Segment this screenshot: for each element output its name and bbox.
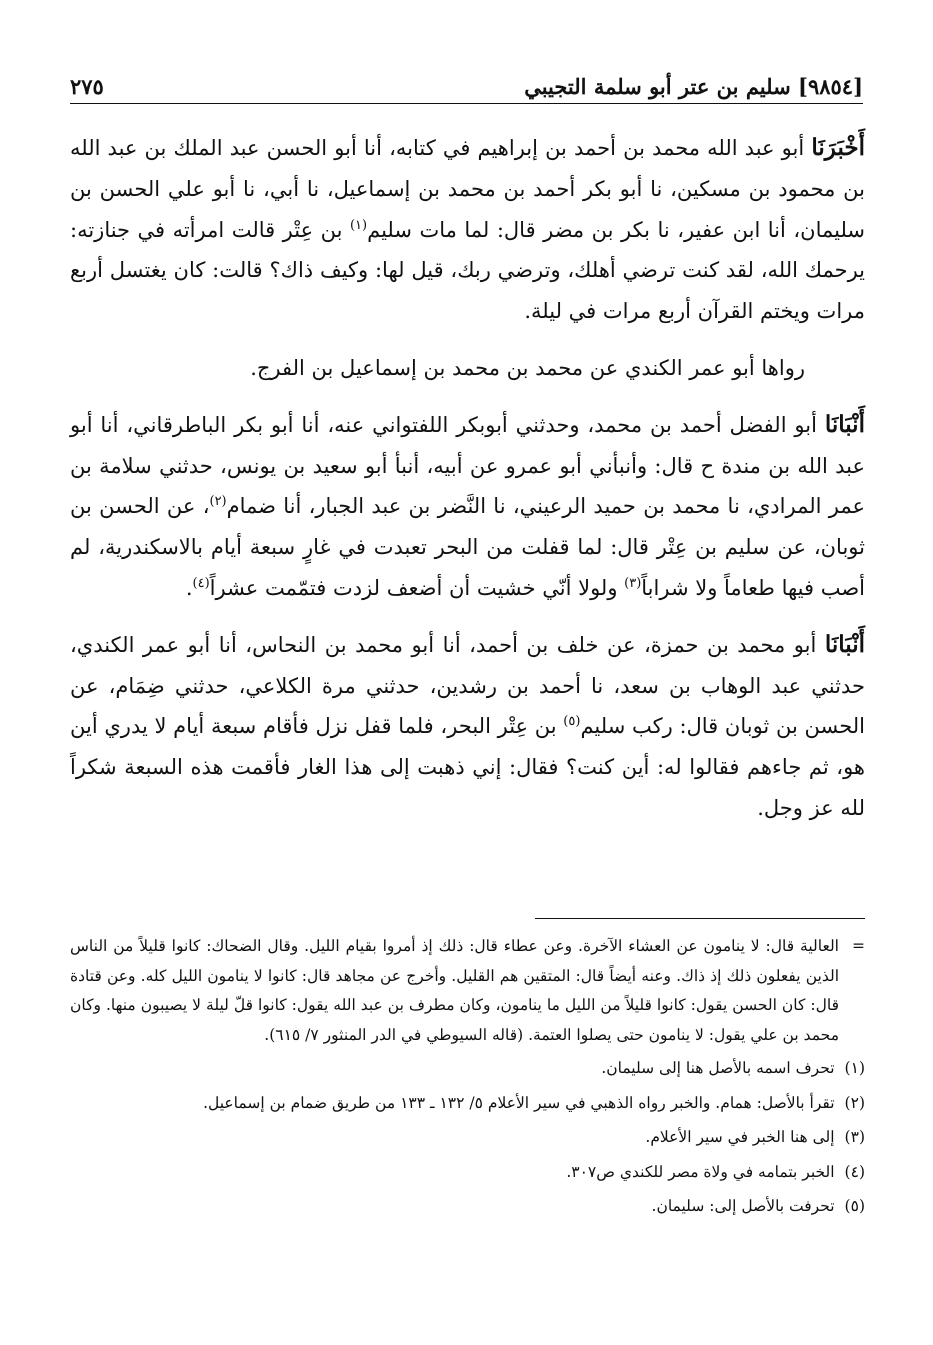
footnote-5 [70, 1192, 865, 1222]
page-number: ٢٧٥ [70, 74, 104, 99]
footnote-text: العالية قال: لا ينامون عن العشاء الآخرة. وعن عطاء قال: ذلك إذ أمروا بقيام الليل. وقال الضحاك: كانوا قليلاً من الناس الذين يفعلون ذلك إذ ذاك. وعنه أيضاً قال: المتقين هم القليل. وأخرج عن مجاهد قال: كانوا لا ينامون الليل كله. وعن قتادة قال: كان الحسن يقول: كانوا قليلاً من الليل ما ينامون، وكان مطرف بن عبد الله يقول: كانوا قلّ ليلة لا يصيبون منها. وكان محمد بن علي يقول: لا ينامون حتى يصلوا العتمة. (قاله السيوطي في الدر المنثور ٧/ ٦١٥). [70, 937, 839, 1044]
footnote-number: (٤) [844, 1162, 865, 1181]
footnote-ref: (١) [349, 217, 368, 233]
footnote-3 [70, 1123, 865, 1153]
footnote-text: إلى هنا الخبر في سير الأعلام. [645, 1128, 835, 1146]
footnote-number: (١) [844, 1059, 865, 1077]
paragraph-text: بن عِتْر قالت امرأته في جنازته: يرحمك الله، لقد كنت ترضي أهلك، وترضي ربك، قيل لها: وكيف ذاك؟ قالت: كان يغتسل أربع مرات ويختم القرآن أربع مرات في ليلة. [70, 217, 865, 324]
footnote-ref: (٤) [192, 575, 210, 591]
keyword-anbana: أَنْبَانَا [824, 630, 865, 658]
page-header [70, 68, 863, 104]
footnote-continuation [70, 932, 865, 1050]
continuation-mark: = [852, 937, 865, 955]
footnote-text: الخبر بتمامه في ولاة مصر للكندي ص٣٠٧. [566, 1162, 835, 1181]
footnote-2 [70, 1089, 865, 1119]
running-title: [٩٨٥٤] سليم بن عتر أبو سلمة التجيبي [524, 74, 863, 99]
footnote-ref: (٢) [209, 494, 227, 510]
paragraph-1 [70, 128, 865, 332]
footnote-4 [70, 1158, 865, 1188]
footnote-number: (٣) [844, 1128, 865, 1146]
keyword-anbana: أَنْبَانَا [824, 410, 865, 438]
footnote-text: تقرأ بالأصل: همام. والخبر رواه الذهبي في سير الأعلام ٥/ ١٣٢ ـ ١٣٣ من طريق ضمام بن إسماعيل. [203, 1093, 835, 1112]
paragraph-text: . [185, 575, 193, 600]
footnotes [70, 932, 865, 1227]
paragraph-text: بن عِتْر البحر، فلما قفل نزل فأقام سبعة أيام لا يدري أين هو، ثم جاءهم فقالوا له: أين كنت؟ فقال: إني ذهبت إلى هذا الغار فأقمت هذه السبعة شكراً لله عز وجل. [70, 714, 865, 820]
paragraph-text: ولولا أنّي خشيت أن أضعف لزدت فتمّمت عشراً [209, 575, 625, 600]
footnote-text: تحرفت بالأصل إلى: سليمان. [651, 1197, 835, 1215]
paragraph-text: أبو الفضل أحمد بن محمد، وحدثني أبوبكر اللفتواني عنه، أنا أبو بكر الباطرقاني، أنا أبو عبد الله بن مندة ح قال: وأنبأني أبو عمرو عن أبيه، أنبأ أبو سعيد بن يونس، حدثني سلامة بن عمر المرادي، نا محمد بن حميد الرعيني، نا النَّضر بن عبد الجبار، أنا ضمام [70, 412, 865, 519]
footnote-ref: (٣) [624, 575, 642, 591]
footnote-separator [535, 918, 865, 919]
paragraph-text: رواها أبو عمر الكندي عن محمد بن محمد بن إسماعيل بن الفرج. [250, 355, 805, 380]
paragraph-text: أبو عبد الله محمد بن أحمد بن إبراهيم في كتابه، أنا أبو الحسن عبد الملك بن عبد الله بن محمود بن مسكين، نا أبو بكر أحمد بن محمد بن إسماعيل، نا أبي، نا أبو علي الحسن بن سليمان، أنا ابن عفير، نا بكر بن مضر قال: لما مات سليم [70, 136, 865, 242]
footnote-number: (٢) [844, 1093, 865, 1112]
paragraph-text: أبو محمد بن حمزة، عن خلف بن أحمد، أنا أبو محمد بن النحاس، أنا أبو عمر الكندي، حدثني عبد الوهاب بن سعد، نا أحمد بن رشدين، حدثني مرة الكلاعي، حدثني ضِمَام، عن الحسن بن ثوبان قال: ركب سليم [70, 632, 866, 739]
footnote-ref: (٥) [563, 714, 581, 730]
footnote-number: (٥) [844, 1197, 865, 1215]
main-text [70, 128, 865, 829]
paragraph-4 [70, 625, 865, 829]
footnote-text: تحرف اسمه بالأصل هنا إلى سليمان. [601, 1059, 835, 1077]
paragraph-text: ، عن الحسن بن ثوبان، عن سليم بن عِتْر قال: لما قفلت من البحر تعبدت في غارٍ سبعة أيام بالاسكندرية، لم أصب فيها طعاماً ولا شراباً [70, 494, 865, 600]
footnote-1 [70, 1054, 865, 1084]
paragraph-2 [70, 348, 865, 389]
paragraph-3 [70, 405, 865, 609]
keyword-akhbarana: أَخْبَرَنَا [811, 134, 865, 161]
